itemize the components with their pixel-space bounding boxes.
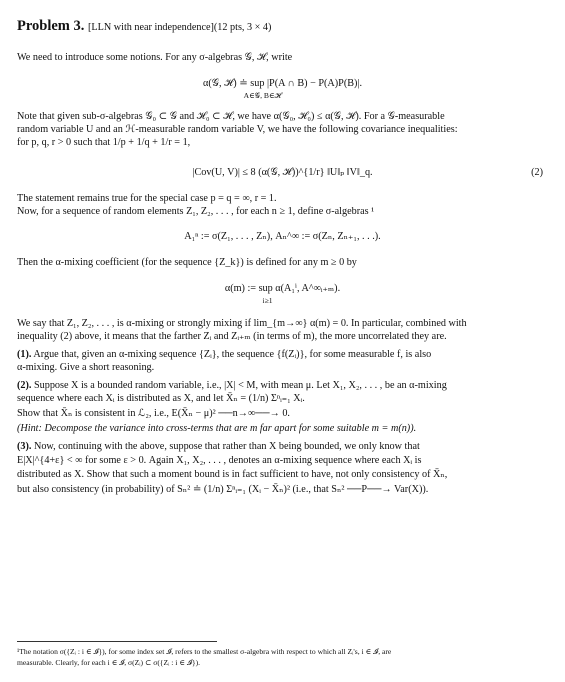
equation-number: (2)	[531, 167, 543, 178]
alpha-definition-subscript: A∈𝒢, B∈ℋ	[243, 91, 282, 100]
footnote-line-1: ¹The notation σ({Zᵢ : i ∈ 𝓘}), for some index set 𝓘, refers to the smallest σ-algebra with respect to which all Zᵢ's, i ∈ 𝓘, are	[17, 647, 392, 656]
part-1-line-1: (1). Argue that, given an α-mixing sequence {Zᵢ}, the sequence {f(Zᵢ)}, for some measurable f, is also	[17, 349, 432, 360]
part-3-line-2: E|X|^{4+ε} < ∞ for some ε > 0. Again X₁, X₂, . . . , denotes an α-mixing sequence where each Xᵢ is	[17, 455, 422, 466]
mixing-definition-line-1: We say that Z₁, Z₂, . . . , is α-mixing or strongly mixing if lim_{m→∞} α(m) = 0. In particular, combined with	[17, 318, 467, 329]
part-3-line-1: (3). Now, continuing with the above, suppose that rather than X being bounded, we only know that	[17, 441, 420, 452]
part-3-line-4: but also consistency (in probability) of Sₙ² ≐ (1/n) Σⁿᵢ₌₁ (Xᵢ − X̄ₙ)² (i.e., that Sₙ² ──P──→ Var(X)).	[17, 484, 429, 495]
part-label: (1).	[17, 349, 32, 360]
sigma-algebra-intro: Now, for a sequence of random elements Z₁, Z₂, . . . , for each n ≥ 1, define σ-algebras ¹	[17, 206, 375, 217]
mixing-coefficient-intro: Then the α-mixing coefficient (for the sequence {Z_k}) is defined for any m ≥ 0 by	[17, 257, 357, 268]
mixing-coefficient-equation: α(m) := sup α(A₁ⁱ, A^∞ᵢ₊ₘ).	[224, 283, 341, 294]
alpha-definition-equation: α(𝒢, ℋ) ≐ sup |P(A ∩ B) − P(A)P(B)|.	[203, 78, 362, 89]
footnote-rule	[17, 641, 217, 642]
problem-heading	[17, 20, 545, 34]
part-label: (3).	[17, 441, 32, 452]
part-label: (2).	[17, 380, 32, 391]
part-2-hint: (Hint: Decompose the variance into cross-terms that are m far apart for some suitable m = m(n)).	[17, 423, 417, 434]
footnote-line-2: measurable. Clearly, for each i ∈ 𝓘, σ(Zᵢ) ⊂ σ({Zᵢ : i ∈ 𝓘}).	[17, 658, 201, 667]
problem-title: Problem 3.	[17, 18, 85, 34]
part-2-line-2: sequence where each Xᵢ is distributed as X, and let X̄ₙ = (1/n) Σⁿᵢ₌₁ Xᵢ.	[17, 393, 305, 404]
part-3-line-3: distributed as X. Show that such a moment bound is in fact sufficient to have, not only consistency of X̄ₙ,	[17, 469, 448, 480]
mixing-definition-line-2: inequality (2) above, it means that the farther Zᵢ and Zᵢ₊ₘ (in terms of m), the more uncorrelated they are.	[17, 331, 447, 342]
special-case-line: The statement remains true for the special case p = q = ∞, r = 1.	[17, 193, 277, 204]
sigma-algebra-definition: A₁ⁿ := σ(Z₁, . . . , Zₙ), Aₙ^∞ := σ(Zₙ, Zₙ₊₁, . . .).	[184, 231, 381, 242]
note-line-1: Note that given sub-σ-algebras 𝒢₀ ⊂ 𝒢 and ℋ₀ ⊂ ℋ, we have α(𝒢₀, ℋ₀) ≤ α(𝒢, ℋ). For a 𝒢-measurable	[17, 111, 445, 122]
problem-subtitle: [LLN with near independence](12 pts, 3 × 4)	[88, 22, 272, 33]
note-line-2: random variable U and an ℋ-measurable random variable V, we have the following covariance inequalities:	[17, 124, 458, 135]
mixing-coefficient-subscript: i≥1	[262, 296, 273, 305]
intro-paragraph: We need to introduce some notions. For any σ-algebras 𝒢, ℋ, write	[17, 52, 293, 63]
note-line-3: for p, q, r > 0 such that 1/p + 1/q + 1/r = 1,	[17, 137, 191, 148]
part-2-line-1: (2). Suppose X is a bounded random variable, i.e., |X| < M, with mean μ. Let X₁, X₂, . . . , be an α-mixing	[17, 380, 447, 391]
part-2-line-3: Show that X̄ₙ is consistent in ℒ₂, i.e., E(X̄ₙ − μ)² ──n→∞──→ 0.	[17, 408, 290, 419]
covariance-inequality: |Cov(U, V)| ≤ 8 (α(𝒢, ℋ))^{1/r} ‖U‖ₚ ‖V‖_q.	[192, 167, 373, 178]
part-1-line-2: α-mixing. Give a short reasoning.	[17, 362, 155, 373]
